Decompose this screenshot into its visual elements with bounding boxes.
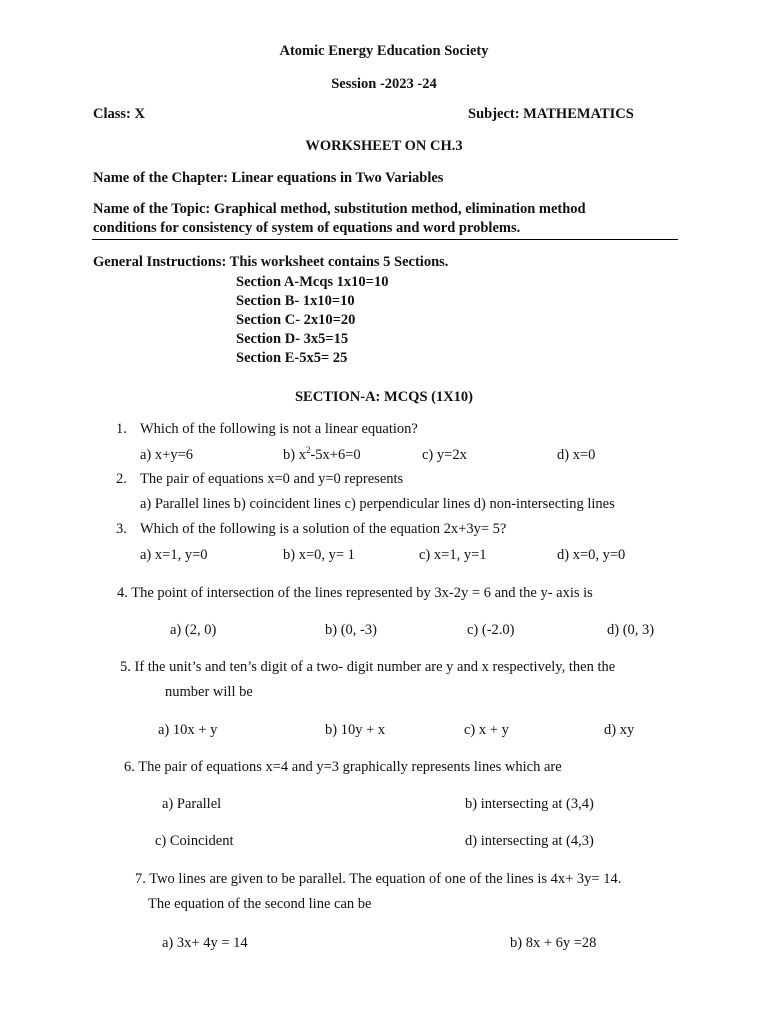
q3-option-a: a) x=1, y=0 bbox=[140, 547, 208, 563]
q7-text-line-1: 7. Two lines are given to be parallel. The equation of one of the lines is 4x+ 3y= 14. bbox=[135, 871, 622, 887]
instruction-section-e: Section E-5x5= 25 bbox=[236, 350, 348, 366]
q6-option-b: b) intersecting at (3,4) bbox=[465, 796, 594, 812]
q5-option-b: b) 10y + x bbox=[325, 722, 386, 738]
q6-option-c: c) Coincident bbox=[155, 833, 234, 849]
q5-option-c: c) x + y bbox=[464, 722, 509, 738]
general-instructions: General Instructions: This worksheet contains 5 Sections. bbox=[93, 254, 449, 270]
instruction-section-c: Section C- 2x10=20 bbox=[236, 312, 356, 328]
q1-text: Which of the following is not a linear equation? bbox=[140, 421, 418, 437]
chapter-name: Name of the Chapter: Linear equations in Two Variables bbox=[93, 170, 444, 186]
subject-label: Subject: MATHEMATICS bbox=[468, 106, 634, 122]
instruction-section-a: Section A-Mcqs 1x10=10 bbox=[236, 274, 389, 290]
q4-option-d: d) (0, 3) bbox=[607, 622, 655, 638]
q5-text-line-2: number will be bbox=[165, 684, 253, 700]
q5-text-line-1: 5. If the unit’s and ten’s digit of a two- digit number are y and x respectively, then the bbox=[120, 659, 616, 675]
q3-number: 3. bbox=[116, 521, 127, 537]
instruction-section-b: Section B- 1x10=10 bbox=[236, 293, 355, 309]
q5-option-d: d) xy bbox=[604, 722, 635, 738]
session-label: Session -2023 -24 bbox=[331, 76, 437, 92]
q5-option-a: a) 10x + y bbox=[158, 722, 218, 738]
q6-text: 6. The pair of equations x=4 and y=3 graphically represents lines which are bbox=[124, 759, 562, 775]
q3-text: Which of the following is a solution of the equation 2x+3y= 5? bbox=[140, 521, 507, 537]
instruction-section-d: Section D- 3x5=15 bbox=[236, 331, 349, 347]
q6-option-a: a) Parallel bbox=[162, 796, 222, 812]
topic-line-2: conditions for consistency of system of equations and word problems. bbox=[93, 220, 521, 236]
q2-number: 2. bbox=[116, 471, 127, 487]
q2-text: The pair of equations x=0 and y=0 represents bbox=[140, 471, 404, 487]
q7-option-a: a) 3x+ 4y = 14 bbox=[162, 935, 248, 951]
q7-option-b: b) 8x + 6y =28 bbox=[510, 935, 597, 951]
q4-option-b: b) (0, -3) bbox=[325, 622, 377, 638]
worksheet-title: WORKSHEET ON CH.3 bbox=[305, 138, 463, 154]
q4-option-c: c) (-2.0) bbox=[467, 622, 515, 638]
q3-option-b: b) x=0, y= 1 bbox=[283, 547, 355, 563]
q1-option-a: a) x+y=6 bbox=[140, 447, 193, 463]
q2-options: a) Parallel lines b) coincident lines c) perpendicular lines d) non-intersecting lines bbox=[140, 496, 615, 512]
q7-text-line-2: The equation of the second line can be bbox=[148, 896, 372, 912]
q1-option-c: c) y=2x bbox=[422, 447, 467, 463]
q6-option-d: d) intersecting at (4,3) bbox=[465, 833, 594, 849]
q1-option-b: b) $x^2-5x+6=0$ bbox=[283, 445, 361, 463]
header-divider bbox=[92, 239, 678, 240]
q1-option-d: d) x=0 bbox=[557, 447, 596, 463]
topic-line-1: Name of the Topic: Graphical method, substitution method, elimination method bbox=[93, 201, 586, 217]
section-a-title: SECTION-A: MCQS (1X10) bbox=[294, 389, 474, 405]
organization-title: Atomic Energy Education Society bbox=[279, 43, 489, 59]
q1-number: 1. bbox=[116, 421, 127, 437]
class-label: Class: X bbox=[93, 106, 145, 122]
q3-option-d: d) x=0, y=0 bbox=[557, 547, 626, 563]
q4-option-a: a) (2, 0) bbox=[170, 622, 217, 638]
q4-text: 4. The point of intersection of the lines represented by 3x-2y = 6 and the y- axis is bbox=[117, 585, 593, 601]
q3-option-c: c) x=1, y=1 bbox=[419, 547, 487, 563]
